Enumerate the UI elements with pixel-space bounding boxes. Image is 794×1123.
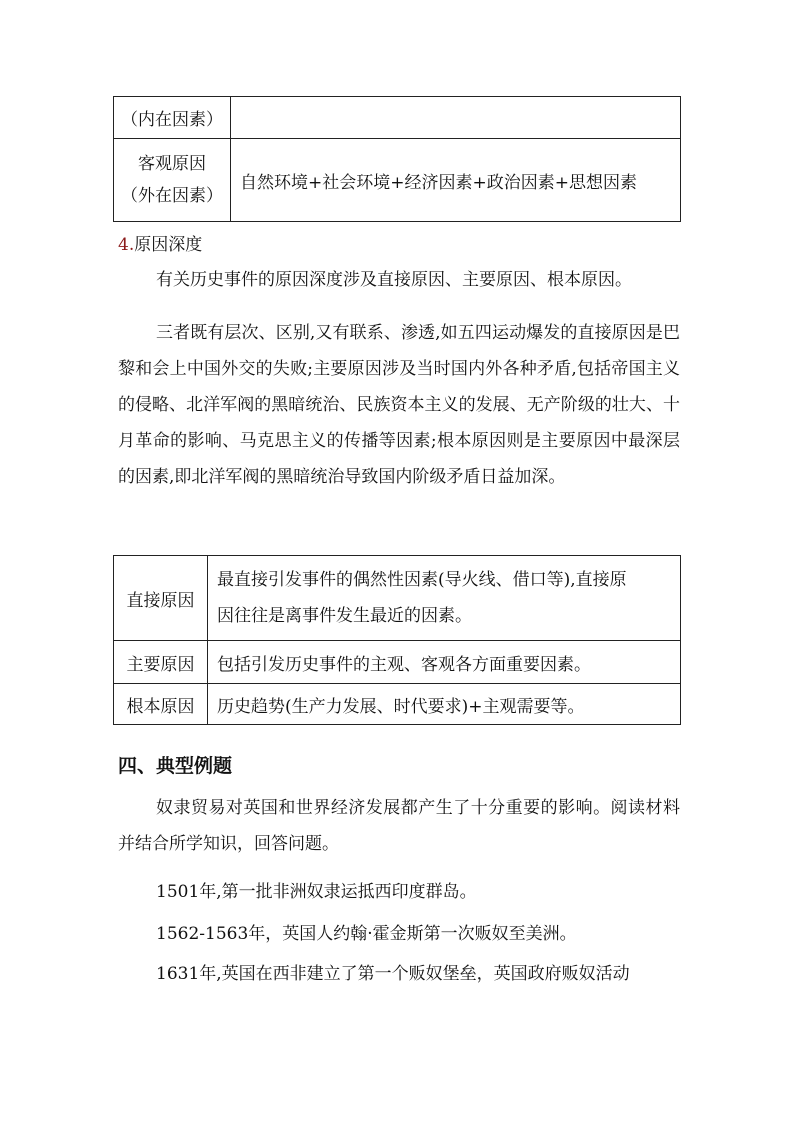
table-row [114,556,681,641]
label-line: 客观原因 [138,154,206,174]
table-cell-label: （内在因素） [114,97,231,139]
section-heading: 四、典型例题 [118,755,233,777]
value-line: 最直接引发事件的偶然性因素(导火线、借口等),直接原 [217,570,627,590]
table-cell-label: 直接原因 [114,556,208,641]
subheading-cause-depth [118,232,202,258]
subheading-number: 4. [118,235,135,255]
causes-table-subjective-objective [113,96,681,222]
table-row [114,139,681,222]
table-cell-value: 包括引发历史事件的主观、客观各方面重要因素。 [208,641,681,684]
causes-depth-table [113,555,681,725]
table-cell-value [208,556,681,641]
paragraph: 三者既有层次、区别,又有联系、渗透,如五四运动爆发的直接原因是巴黎和会上中国外交的失败;主要原因涉及当时国内外各种矛盾,包括帝国主义的侵略、北洋军阀的黑暗统治、民族资本主义的发展、无产阶级的壮大、十月革命的影响、马克思主义的传播等因素;根本原因则是主要原因中最深层的因素,即北洋军阀的黑暗统治导致国内阶级矛盾日益加深。 [118,323,680,487]
paragraph: 有关历史事件的原因深度涉及直接原因、主要原因、根本原因。 [156,270,632,290]
table-cell-label [114,139,231,222]
example-line: 1562-1563年，英国人约翰·霍金斯第一次贩奴至美洲。 [156,924,577,944]
table-row [114,641,681,684]
table-row [114,684,681,725]
table-cell-label: 根本原因 [114,684,208,725]
value-line: 因往往是离事件发生最近的因素。 [217,606,472,626]
table-row [114,97,681,139]
example-line: 1631年,英国在西非建立了第一个贩奴堡垒，英国政府贩奴活动 [156,964,630,984]
paragraph: 奴隶贸易对英国和世界经济发展都产生了十分重要的影响。阅读材料并结合所学知识，回答问题。 [118,798,680,854]
subheading-title: 原因深度 [134,235,203,255]
table-cell-value: 历史趋势(生产力发展、时代要求)+主观需要等。 [208,684,681,725]
table-cell-value: 自然环境+社会环境+经济因素+政治因素+思想因素 [231,139,681,222]
label-line: （外在因素） [121,186,223,206]
table-cell-value [231,97,681,139]
example-line: 1501年,第一批非洲奴隶运抵西印度群岛。 [156,882,477,902]
table-cell-label: 主要原因 [114,641,208,684]
